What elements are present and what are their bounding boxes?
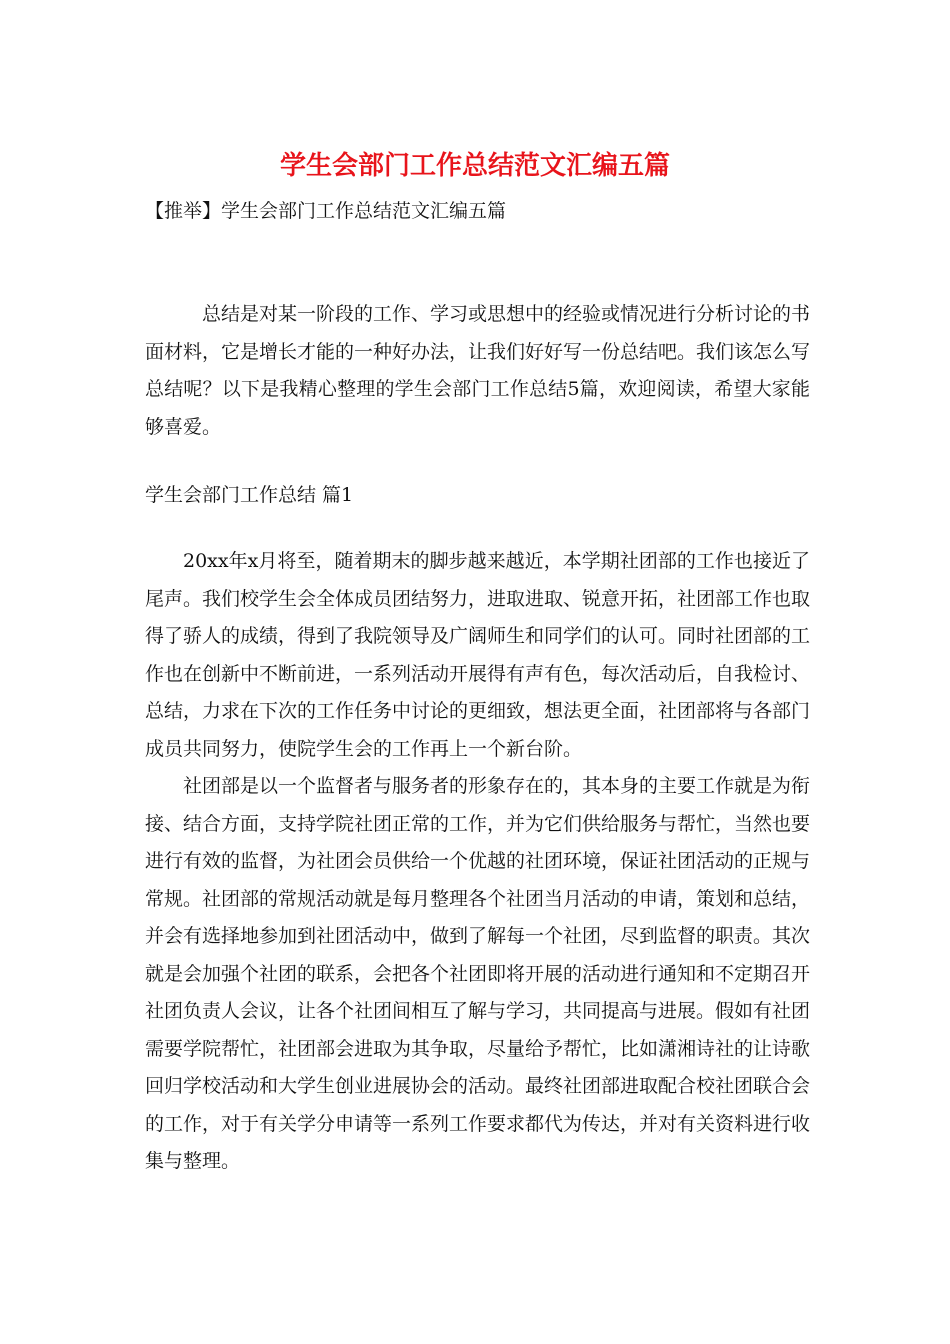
document-title: 学生会部门工作总结范文汇编五篇: [279, 151, 670, 181]
intro-block: [145, 296, 810, 446]
document-subtitle: 【推举】学生会部门工作总结范文汇编五篇: [145, 200, 507, 222]
section-heading: 学生会部门工作总结 篇1: [145, 484, 354, 506]
body-paragraph-2: 社团部是以一个监督者与服务者的形象存在的，其本身的主要工作就是为衔接、结合方面，支持学院社团正常的工作，并为它们供给服务与帮忙，当然也要进行有效的监督，为社团会员供给一个优越的社团环境，保证社团活动的正规与常规。社团部的常规活动就是每月整理各个社团当月活动的申请，策划和总结，并会有选择地参加到社团活动中，做到了解每一个社团，尽到监督的职责。其次就是会加强个社团的联系，会把各个社团即将开展的活动进行通知和不定期召开社团负责人会议，让各个社团间相互了解与学习，共同提高与进展。假如有社团需要学院帮忙，社团部会进取为其争取，尽量给予帮忙，比如潇湘诗社的让诗歌回归学校活动和大学生创业进展协会的活动。最终社团部进取配合校社团联合会的工作，对于有关学分申请等一系列工作要求都代为传达，并对有关资料进行收集与整理。: [145, 775, 811, 1172]
intro-paragraph: 总结是对某一阶段的工作、学习或思想中的经验或情况进行分析讨论的书面材料，它是增长才能的一种好办法，让我们好好写一份总结吧。我们该怎么写总结呢？以下是我精心整理的学生会部门工作总结5篇，欢迎阅读，希望大家能够喜爱。: [145, 303, 811, 438]
section-body: [145, 543, 810, 1181]
body-paragraph-1: 20xx年x月将至，随着期末的脚步越来越近，本学期社团部的工作也接近了尾声。我们校学生会全体成员团结努力，进取进取、锐意开拓，社团部工作也取得了骄人的成绩，得到了我院领导及广阔师生和同学们的认可。同时社团部的工作也在创新中不断前进，一系列活动开展得有声有色，每次活动后，自我检讨、总结，力求在下次的工作任务中讨论的更细致，想法更全面，社团部将与各部门成员共同努力，使院学生会的工作再上一个新台阶。: [145, 550, 811, 760]
